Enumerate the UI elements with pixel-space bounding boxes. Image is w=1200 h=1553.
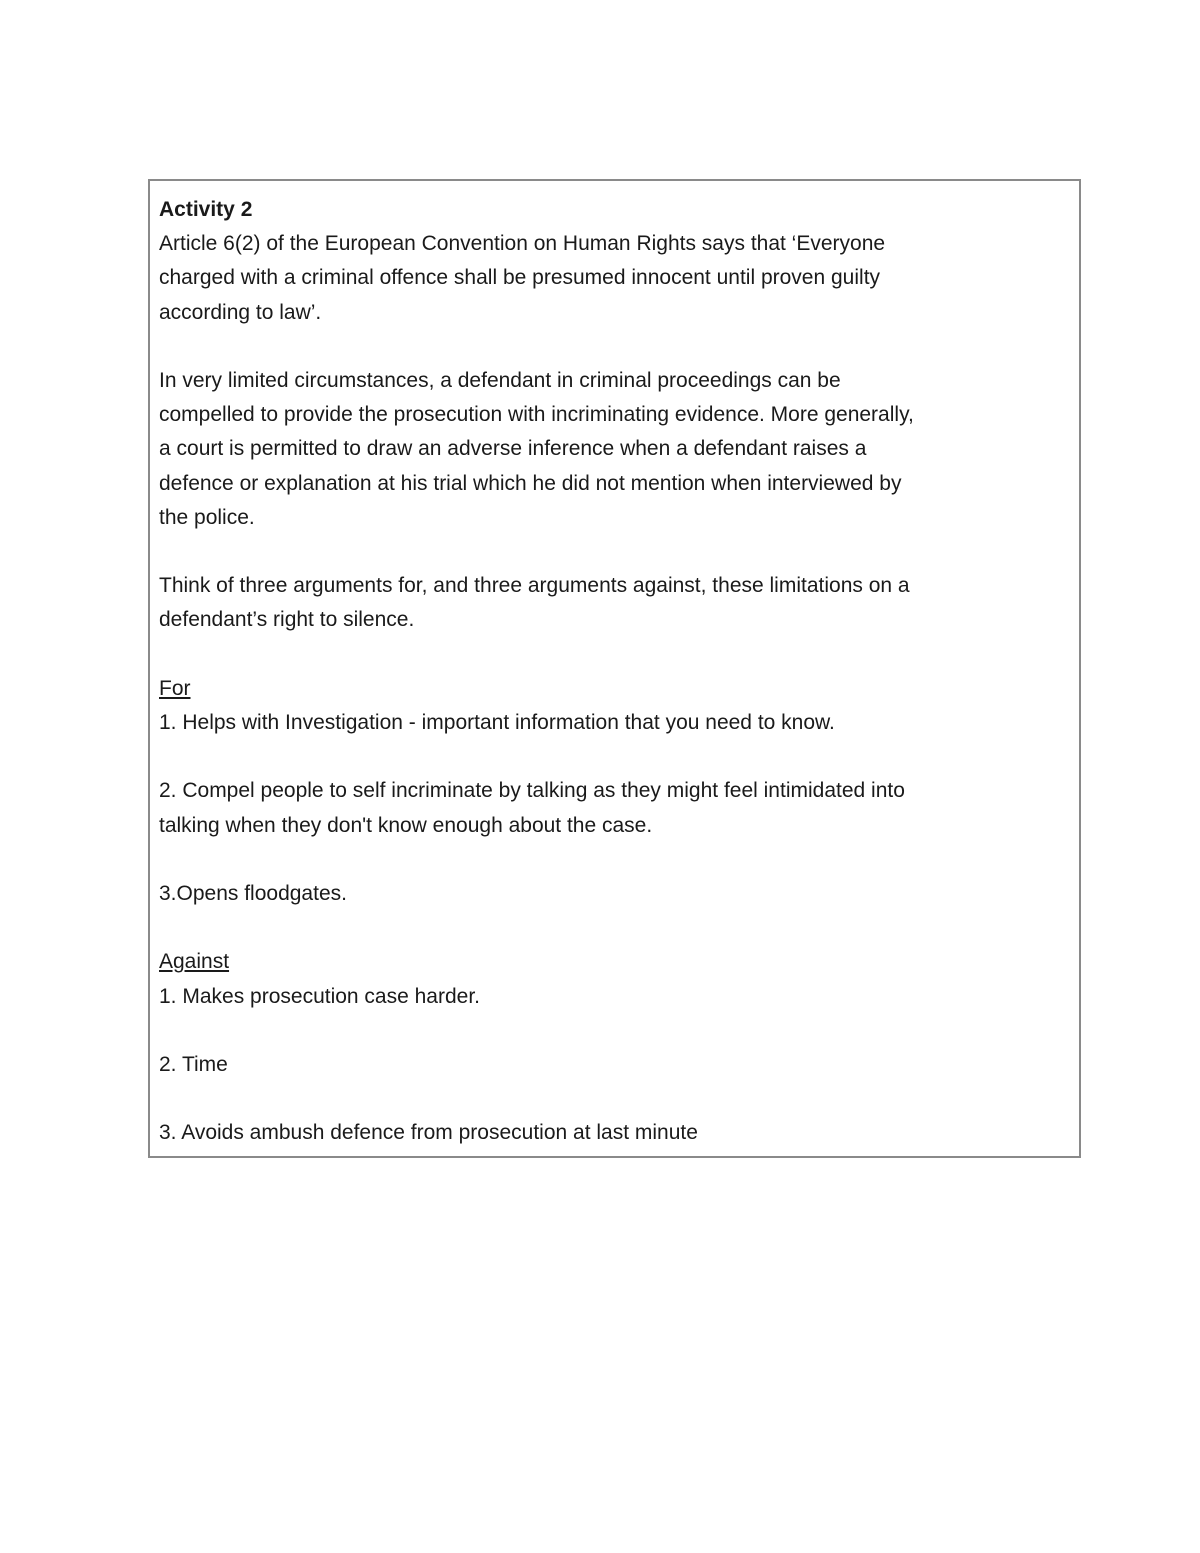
context-line: the police.: [159, 505, 255, 529]
against-item-3: 3. Avoids ambush defence from prosecution at last minute: [159, 1121, 698, 1145]
against-section: [159, 945, 1069, 1150]
intro-line: Article 6(2) of the European Convention on Human Rights says that ‘Everyone: [159, 232, 886, 256]
against-item-1: 1. Makes prosecution case harder.: [159, 984, 481, 1008]
for-item-1: 1. Helps with Investigation - important information that you need to know.: [159, 711, 835, 734]
context-line: In very limited circumstances, a defendant in criminal proceedings can be: [159, 369, 841, 392]
blank-line: [159, 911, 1069, 945]
context-line: compelled to provide the prosecution with incriminating evidence. More generally,: [159, 403, 914, 427]
for-item-2-line: 2. Compel people to self incriminate by talking as they might feel intimidated into: [159, 779, 905, 803]
blank-line: [159, 1014, 1069, 1048]
task-paragraph: [159, 569, 1069, 637]
context-line: defence or explanation at his trial which he did not mention when interviewed by: [159, 471, 902, 495]
for-section: [159, 672, 1069, 911]
blank-line: [159, 1082, 1069, 1116]
activity-title: Activity 2: [159, 198, 253, 221]
intro-paragraph: [159, 227, 1069, 330]
activity-box: [148, 179, 1081, 1158]
task-line: defendant’s right to silence.: [159, 608, 415, 632]
context-paragraph: [159, 364, 1069, 535]
intro-line: according to law’.: [159, 300, 322, 324]
blank-line: [159, 740, 1069, 774]
task-line: Think of three arguments for, and three arguments against, these limitations on a: [159, 574, 910, 598]
blank-line: [159, 330, 1069, 364]
intro-line: charged with a criminal offence shall be presumed innocent until proven guilty: [159, 266, 881, 290]
blank-line: [159, 843, 1069, 877]
for-item-3: 3.Opens floodgates.: [159, 881, 347, 905]
context-line: a court is permitted to draw an adverse inference when a defendant raises a: [159, 437, 867, 461]
for-heading: For: [159, 676, 191, 700]
blank-line: [159, 638, 1069, 672]
blank-line: [159, 535, 1069, 569]
against-heading: Against: [159, 950, 230, 974]
against-item-2: 2. Time: [159, 1052, 228, 1076]
for-item-2-line: talking when they don't know enough about the case.: [159, 813, 653, 837]
